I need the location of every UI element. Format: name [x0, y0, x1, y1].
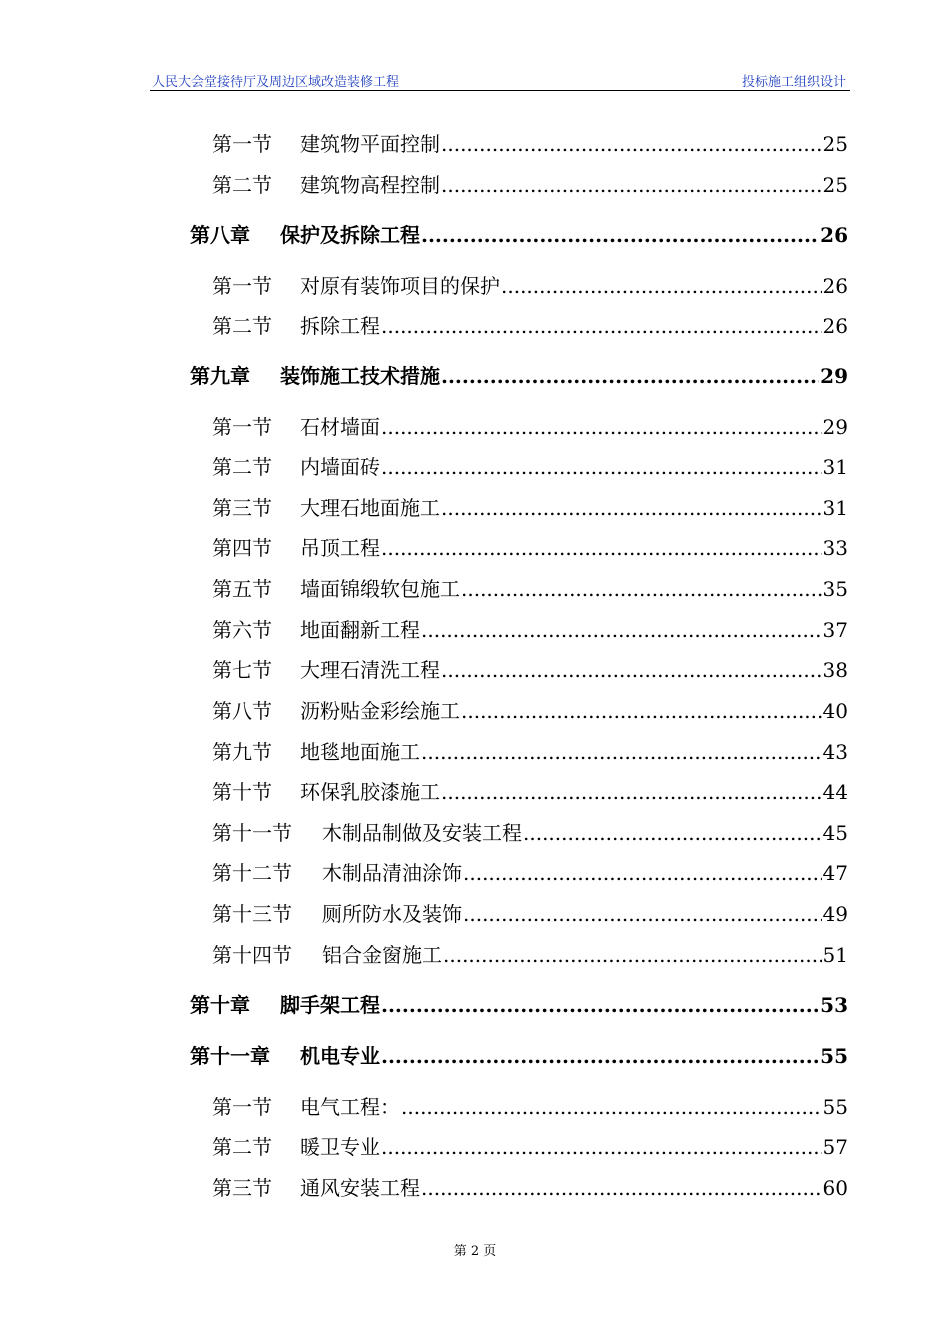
- header-document-type: 投标施工组织设计: [741, 75, 846, 90]
- toc-title: 环保乳胶漆施工: [300, 780, 440, 804]
- toc-leader: [441, 173, 822, 197]
- toc-title: 保护及拆除工程: [280, 223, 420, 247]
- toc-entry[interactable]: [212, 857, 848, 886]
- toc-page: 38: [822, 658, 848, 682]
- toc-page: 44: [822, 780, 848, 804]
- toc-chapter-entry[interactable]: [190, 219, 848, 248]
- toc-leader: [421, 223, 819, 247]
- toc-page: 53: [820, 993, 848, 1017]
- toc-leader: [381, 536, 822, 560]
- toc-leader: [461, 577, 822, 601]
- toc-title: 内墙面砖: [300, 455, 380, 479]
- toc-page: 51: [822, 943, 848, 967]
- toc-title: 建筑物平面控制: [300, 132, 440, 156]
- toc-leader: [381, 455, 822, 479]
- toc-page: 25: [822, 173, 848, 197]
- toc-entry[interactable]: [212, 169, 848, 198]
- toc-entry[interactable]: [212, 310, 848, 339]
- toc-leader: [421, 618, 822, 642]
- toc-page: 31: [822, 496, 848, 520]
- toc-title: 机电专业: [300, 1044, 380, 1068]
- toc-leader: [523, 821, 822, 845]
- toc-page: 37: [822, 618, 848, 642]
- toc-title: 木制品清油涂饰: [322, 861, 462, 885]
- toc-title: 墙面锦缎软包施工: [300, 577, 460, 601]
- toc-number: 第七节: [212, 658, 272, 682]
- toc-entry[interactable]: [212, 898, 848, 927]
- toc-number: 第十章: [190, 993, 250, 1017]
- toc-title: 大理石地面施工: [300, 496, 440, 520]
- toc-leader: [421, 740, 822, 764]
- toc-number: 第八节: [212, 699, 272, 723]
- toc-chapter-entry[interactable]: [190, 989, 848, 1018]
- toc-page: 55: [822, 1095, 848, 1119]
- toc-number: 第九节: [212, 740, 272, 764]
- toc-title: 大理石清洗工程: [300, 658, 440, 682]
- toc-title: 地毯地面施工: [300, 740, 420, 764]
- toc-page: 35: [822, 577, 848, 601]
- toc-number: 第六节: [212, 618, 272, 642]
- toc-entry[interactable]: [212, 817, 848, 846]
- toc-title: 电气工程：: [300, 1095, 400, 1119]
- toc-title: 装饰施工技术措施: [280, 364, 440, 388]
- toc-number: 第一节: [212, 132, 272, 156]
- toc-entry[interactable]: [212, 614, 848, 643]
- toc-number: 第二节: [212, 314, 272, 338]
- toc-leader: [441, 132, 822, 156]
- toc-entry[interactable]: [212, 776, 848, 805]
- toc-number: 第二节: [212, 1135, 272, 1159]
- toc-leader: [443, 943, 822, 967]
- toc-page: 26: [820, 223, 848, 247]
- toc-leader: [463, 902, 822, 926]
- toc-number: 第八章: [190, 223, 250, 247]
- toc-title: 厕所防水及装饰: [322, 902, 462, 926]
- page-footer: [0, 1240, 950, 1259]
- toc-title: 铝合金窗施工: [322, 943, 442, 967]
- toc-number: 第十节: [212, 780, 272, 804]
- toc-leader: [441, 496, 822, 520]
- toc-number: 第二节: [212, 173, 272, 197]
- toc-title: 暖卫专业: [300, 1135, 380, 1159]
- toc-leader: [501, 274, 822, 298]
- toc-leader: [421, 1176, 822, 1200]
- toc-entry[interactable]: [212, 1131, 848, 1160]
- toc-title: 建筑物高程控制: [300, 173, 440, 197]
- toc-title: 地面翻新工程: [300, 618, 420, 642]
- toc-chapter-entry[interactable]: [190, 1040, 848, 1069]
- toc-page: 57: [822, 1135, 848, 1159]
- toc-page: 31: [822, 455, 848, 479]
- toc-page: 49: [822, 902, 848, 926]
- toc-number: 第十一章: [190, 1044, 270, 1068]
- toc-title: 对原有装饰项目的保护: [300, 274, 500, 298]
- toc-chapter-entry[interactable]: [190, 360, 848, 389]
- toc-number: 第一节: [212, 1095, 272, 1119]
- toc-number: 第一节: [212, 415, 272, 439]
- toc-title: 拆除工程: [300, 314, 380, 338]
- toc-page: 43: [822, 740, 848, 764]
- toc-number: 第三节: [212, 1176, 272, 1200]
- toc-leader: [441, 364, 819, 388]
- toc-entry[interactable]: [212, 532, 848, 561]
- page-number: 第 2 页: [453, 1244, 497, 1259]
- toc-leader: [381, 1044, 819, 1068]
- toc-leader: [441, 780, 822, 804]
- toc-number: 第五节: [212, 577, 272, 601]
- toc-title: 通风安装工程: [300, 1176, 420, 1200]
- toc-number: 第一节: [212, 274, 272, 298]
- toc-number: 第二节: [212, 455, 272, 479]
- toc-number: 第十四节: [212, 943, 292, 967]
- toc-leader: [381, 993, 819, 1017]
- toc-number: 第十二节: [212, 861, 292, 885]
- toc-page: 26: [822, 274, 848, 298]
- toc-leader: [381, 314, 822, 338]
- toc-title: 沥粉贴金彩绘施工: [300, 699, 460, 723]
- toc-number: 第四节: [212, 536, 272, 560]
- toc-title: 脚手架工程: [280, 993, 380, 1017]
- toc-entry[interactable]: [212, 451, 848, 480]
- toc-entry[interactable]: [212, 270, 848, 299]
- toc-page: 25: [822, 132, 848, 156]
- toc-number: 第十一节: [212, 821, 292, 845]
- toc-title: 吊顶工程: [300, 536, 380, 560]
- toc-page: 55: [820, 1044, 848, 1068]
- toc-page: 26: [822, 314, 848, 338]
- toc-title: 石材墙面: [300, 415, 380, 439]
- header-project-title: 人民大会堂接待厅及周边区域改造装修工程: [152, 75, 400, 90]
- toc-page: 60: [822, 1176, 848, 1200]
- toc-entry[interactable]: [212, 1172, 848, 1201]
- toc-entry[interactable]: [212, 128, 848, 157]
- toc-entry[interactable]: [212, 939, 848, 968]
- toc-page: 47: [822, 861, 848, 885]
- toc-entry[interactable]: [212, 736, 848, 765]
- toc-entry[interactable]: [212, 695, 848, 724]
- toc-entry[interactable]: [212, 492, 848, 521]
- toc-leader: [461, 699, 822, 723]
- toc-number: 第三节: [212, 496, 272, 520]
- toc-page: 29: [822, 415, 848, 439]
- toc-entry[interactable]: [212, 654, 848, 683]
- toc-page: 45: [822, 821, 848, 845]
- toc-page: 29: [820, 364, 848, 388]
- toc-number: 第九章: [190, 364, 250, 388]
- toc-leader: [441, 658, 822, 682]
- toc-number: 第十三节: [212, 902, 292, 926]
- toc-leader: [381, 415, 822, 439]
- toc-page: 33: [822, 536, 848, 560]
- toc-leader: [463, 861, 822, 885]
- toc-title: 木制品制做及安装工程: [322, 821, 522, 845]
- toc-leader: [381, 1135, 822, 1159]
- toc-entry[interactable]: [212, 1091, 848, 1120]
- toc-entry[interactable]: [212, 411, 848, 440]
- toc-entry[interactable]: [212, 573, 848, 602]
- toc-page: 40: [822, 699, 848, 723]
- toc-leader: [401, 1095, 822, 1119]
